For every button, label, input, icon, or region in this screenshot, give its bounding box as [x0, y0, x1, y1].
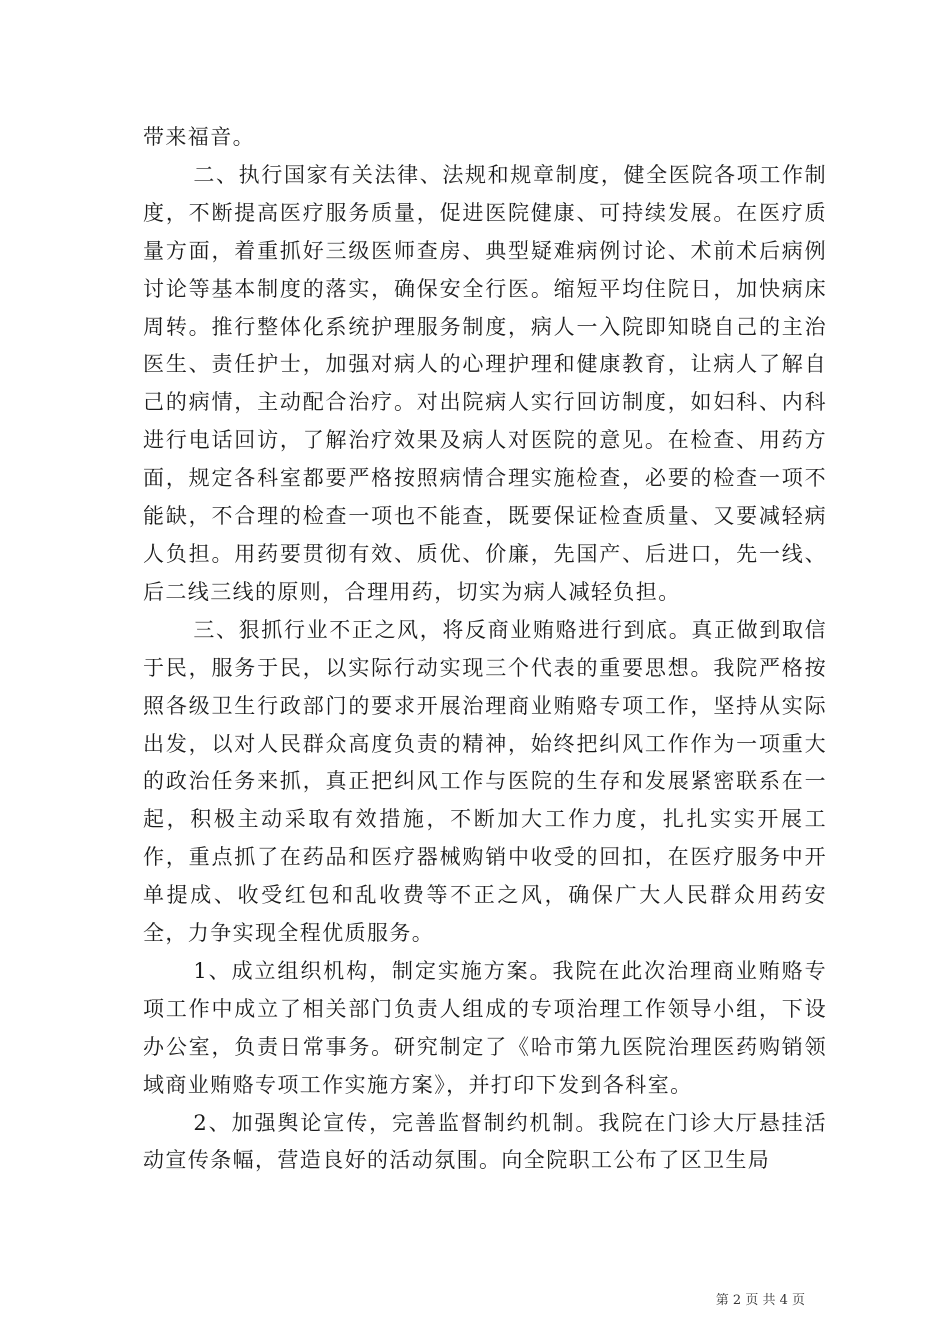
paragraph-section-three: 三、狠抓行业不正之风，将反商业贿赂进行到底。真正做到取信于民，服务于民，以实际行动实现三个代表的重要思想。我院严格按照各级卫生行政部门的要求开展治理商业贿赂专项工作，坚持从实际出发，以对人民群众高度负责的精神，始终把纠风工作作为一项重大的政治任务来抓，真正把纠风工作与医院的生存和发展紧密联系在一起，积极主动采取有效措施，不断加大工作力度，扎扎实实开展工作，重点抓了在药品和医疗器械购销中收受的回扣，在医疗服务中开单提成、收受红包和乱收费等不正之风，确保广大人民群众用药安全，力争实现全程优质服务。: [143, 617, 827, 946]
paragraph-section-two: 二、执行国家有关法律、法规和规章制度，健全医院各项工作制度，不断提高医疗服务质量，促进医院健康、可持续发展。在医疗质量方面，着重抓好三级医师查房、典型疑难病例讨论、术前术后病例讨论等基本制度的落实，确保安全行医。缩短平均住院日，加快病床周转。推行整体化系统护理服务制度，病人一入院即知晓自己的主治医生、责任护士，加强对病人的心理护理和健康教育，让病人了解自己的病情，主动配合治疗。对出院病人实行回访制度，如妇科、内科进行电话回访，了解治疗效果及病人对医院的意见。在检查、用药方面，规定各科室都要严格按照病情合理实施检查，必要的检查一项不能缺，不合理的检查一项也不能查，既要保证检查质量、又要减轻病人负担。用药要贯彻有效、质优、价廉，先国产、后进口，先一线、后二线三线的原则，合理用药，切实为病人减轻负担。: [143, 162, 827, 604]
paragraph-item-two: 2、加强舆论宣传，完善监督制约机制。我院在门诊大厅悬挂活动宣传条幅，营造良好的活动氛围。向全院职工公布了区卫生局: [143, 1110, 827, 1173]
page-number: 第 2 页 共 4 页: [715, 1293, 805, 1308]
document-body: [143, 119, 827, 1180]
paragraph-continuation: 带来福音。: [143, 125, 255, 149]
paragraph-item-one: 1、成立组织机构，制定实施方案。我院在此次治理商业贿赂专项工作中成立了相关部门负责人组成的专项治理工作领导小组，下设办公室，负责日常事务。研究制定了《哈市第九医院治理医药购销领域商业贿赂专项工作实施方案》，并打印下发到各科室。: [143, 958, 827, 1097]
